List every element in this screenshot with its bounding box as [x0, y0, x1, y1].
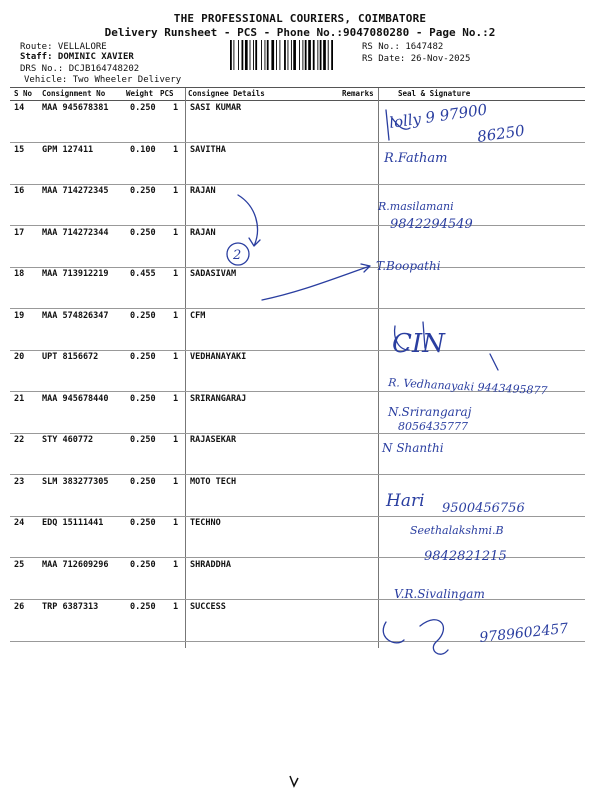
consignee-cell: SRIRANGARAJ: [190, 394, 247, 404]
consignment-cell: MAA 945678440: [42, 394, 109, 404]
col-seal: Seal & Signature: [398, 89, 471, 98]
col-pcs: PCS: [160, 89, 174, 98]
row18-handwriting: T.Boopathi: [376, 259, 441, 273]
col-consignee: Consignee Details: [188, 89, 265, 98]
row17-circle-number: 2: [233, 248, 242, 263]
row23-handwriting-a: Hari: [386, 491, 425, 511]
sno-cell: 26: [14, 602, 25, 612]
drs-label: DRS No.: DCJB164748202: [20, 64, 140, 74]
consignment-cell: MAA 574826347: [42, 311, 109, 321]
row14-handwriting-a: lolly 9 97900: [388, 100, 489, 132]
row23-handwriting-b: 9500456756: [442, 501, 525, 516]
consignment-cell: UPT 8156672: [42, 352, 99, 362]
consignee-cell: SHRADDHA: [190, 560, 231, 570]
consignment-cell: MAA 714272344: [42, 228, 109, 238]
sno-cell: 15: [14, 145, 25, 155]
weight-cell: 0.250: [130, 560, 156, 570]
weight-cell: 0.250: [130, 518, 156, 528]
sno-cell: 25: [14, 560, 25, 570]
rs-date: RS Date: 26-Nov-2025: [362, 54, 471, 64]
consignee-cell: SUCCESS: [190, 602, 226, 612]
pcs-cell: 1: [173, 311, 179, 321]
consignment-cell: MAA 712609296: [42, 560, 109, 570]
sno-cell: 16: [14, 186, 25, 196]
weight-cell: 0.250: [130, 394, 156, 404]
consignment-cell: STY 460772: [42, 435, 94, 445]
row21-handwriting-a: N.Srirangaraj: [388, 405, 472, 419]
consignment-cell: MAA 714272345: [42, 186, 109, 196]
row24-handwriting-a: Seethalakshmi.B: [410, 524, 504, 537]
consignment-cell: GPM 127411: [42, 145, 94, 155]
pcs-cell: 1: [173, 228, 179, 238]
consignment-cell: MAA 713912219: [42, 269, 109, 279]
weight-cell: 0.250: [130, 103, 156, 113]
rs-number: RS No.: 1647482: [362, 42, 444, 52]
pcs-cell: 1: [173, 145, 179, 155]
weight-cell: 0.250: [130, 602, 156, 612]
consignment-cell: TRP 6387313: [42, 602, 99, 612]
pcs-cell: 1: [173, 186, 179, 196]
row20-handwriting: R. Vedhanayaki 9443495877: [387, 376, 548, 398]
pcs-cell: 1: [173, 435, 179, 445]
row26-phone: 9789602457: [478, 620, 570, 646]
consignee-cell: MOTO TECH: [190, 477, 237, 487]
pcs-cell: 1: [173, 602, 179, 612]
consignee-cell: SAVITHA: [190, 145, 226, 155]
weight-cell: 0.250: [130, 186, 156, 196]
col-sno: S No: [14, 89, 33, 98]
row14-handwriting-b: 86250: [476, 121, 526, 146]
staff-label: Staff: DOMINIC XAVIER: [20, 52, 134, 62]
row21-handwriting-b: 8056435777: [398, 420, 468, 433]
sno-cell: 22: [14, 435, 25, 445]
consignee-cell: RAJAN: [190, 228, 216, 238]
weight-cell: 0.250: [130, 477, 156, 487]
row20-flourish-stroke: [490, 354, 498, 370]
pcs-cell: 1: [173, 560, 179, 570]
consignee-cell: TECHNO: [190, 518, 221, 528]
company-title: THE PROFESSIONAL COURIERS, COIMBATORE: [173, 12, 427, 25]
consignee-cell: SASI KUMAR: [190, 103, 242, 113]
consignment-cell: SLM 383277305: [42, 477, 109, 487]
weight-cell: 0.250: [130, 228, 156, 238]
route-label: Route: VELLALORE: [20, 42, 107, 52]
sno-cell: 14: [14, 103, 25, 113]
row18-arrow-stroke: [262, 264, 370, 300]
pcs-cell: 1: [173, 518, 179, 528]
pcs-cell: 1: [173, 103, 179, 113]
consignment-cell: EDQ 15111441: [42, 518, 104, 528]
col-weight: Weight: [126, 89, 154, 98]
weight-cell: 0.455: [130, 269, 156, 279]
consignee-cell: RAJASEKAR: [190, 435, 237, 445]
vehicle-label: Vehicle: Two Wheeler Delivery: [24, 75, 182, 85]
weight-cell: 0.250: [130, 352, 156, 362]
stray-mark: [290, 776, 298, 786]
consignee-cell: SADASIVAM: [190, 269, 237, 279]
consignee-cell: CFM: [190, 311, 206, 321]
col-consignment: Consignment No: [42, 89, 106, 98]
row26-initial-stroke: [383, 620, 448, 654]
sno-cell: 21: [14, 394, 25, 404]
sno-cell: 23: [14, 477, 25, 487]
runsheet-subtitle: Delivery Runsheet - PCS - Phone No.:9047080280 - Page No.:2: [104, 26, 496, 39]
pcs-cell: 1: [173, 352, 179, 362]
sno-cell: 24: [14, 518, 25, 528]
pcs-cell: 1: [173, 477, 179, 487]
consignee-cell: VEDHANAYAKI: [190, 352, 247, 362]
row24-handwriting-b: 9842821215: [424, 549, 507, 564]
row25-handwriting: V.R.Sivalingam: [394, 587, 485, 601]
weight-cell: 0.250: [130, 435, 156, 445]
row16-handwriting: R.masilamani: [378, 200, 454, 213]
consignment-cell: MAA 945678381: [42, 103, 109, 113]
sno-cell: 17: [14, 228, 25, 238]
row16-arrow-stroke: [238, 195, 260, 246]
sno-cell: 19: [14, 311, 25, 321]
pcs-cell: 1: [173, 269, 179, 279]
row15-handwriting: R.Fatham: [384, 151, 448, 166]
col-remarks: Remarks: [342, 89, 374, 98]
sno-cell: 18: [14, 269, 25, 279]
row19-handwriting: CIN: [392, 329, 445, 359]
weight-cell: 0.250: [130, 311, 156, 321]
weight-cell: 0.100: [130, 145, 156, 155]
pcs-cell: 1: [173, 394, 179, 404]
consignee-cell: RAJAN: [190, 186, 216, 196]
row16-phone: 9842294549: [390, 217, 473, 232]
row22-handwriting: N Shanthi: [382, 441, 444, 455]
sno-cell: 20: [14, 352, 25, 362]
